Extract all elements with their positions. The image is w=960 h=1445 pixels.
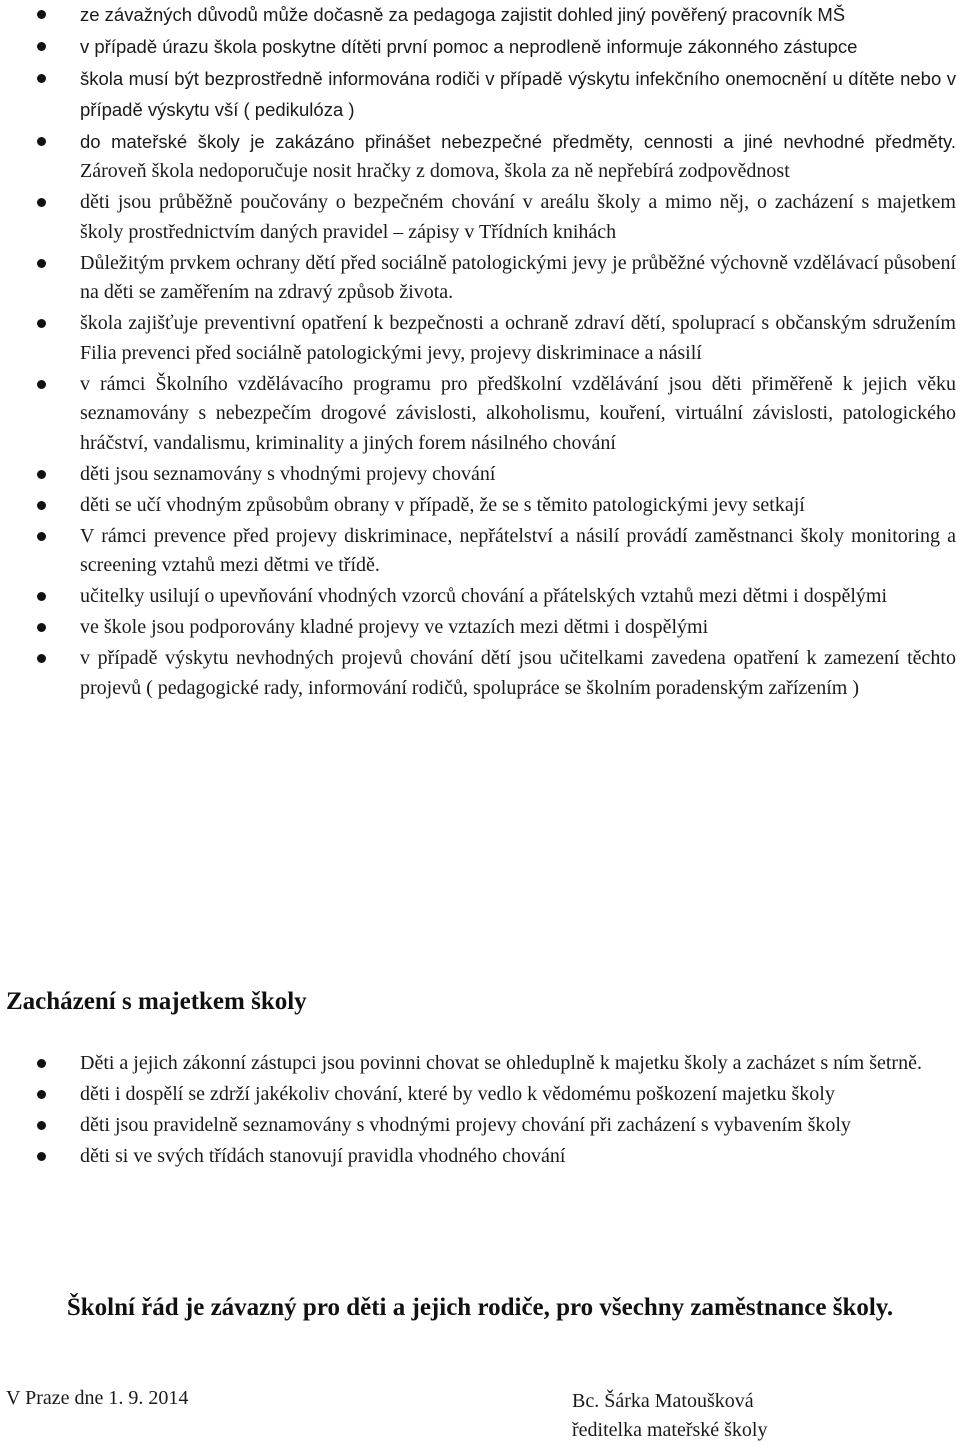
bullet-icon — [37, 319, 46, 328]
signature-name: Bc. Šárka Matoušková — [572, 1390, 754, 1412]
list-item: děti jsou pravidelně seznamovány s vhodnými projevy chování při zacházení s vybavením školy — [0, 1111, 960, 1141]
signature-title: ředitelka mateřské školy — [572, 1419, 768, 1441]
list-item: děti se učí vhodným způsobům obrany v případě, že se s těmito patologickými jevy setkají — [0, 491, 960, 521]
bullet-icon — [37, 74, 46, 83]
bullet-icon — [37, 1059, 46, 1068]
list-item: děti i dospělí se zdrží jakékoliv chování, které by vedlo k vědomému poškození majetku školy — [0, 1080, 960, 1110]
bullet-icon — [37, 198, 46, 207]
list-item: v případě úrazu škola poskytne dítěti první pomoc a neprodleně informuje zákonného zástupce — [0, 32, 960, 63]
bullet-icon — [37, 654, 46, 663]
section-heading: Zacházení s majetkem školy — [6, 988, 307, 1015]
bullet-icon — [37, 1121, 46, 1130]
list-item: ve škole jsou podporovány kladné projevy ve vztazích mezi dětmi i dospělými — [0, 613, 960, 643]
list-item: ze závažných důvodů může dočasně za pedagoga zajistit dohled jiný pověřený pracovník MŠ — [0, 0, 960, 31]
bullet-icon — [37, 259, 46, 268]
place-date: V Praze dne 1. 9. 2014 — [6, 1387, 189, 1409]
list-item: děti jsou seznamovány s vhodnými projevy chování — [0, 460, 960, 490]
list-item: Důležitým prvkem ochrany dětí před sociálně patologickými jevy je průběžné výchovně vzdělávací působení na děti se zaměřením na zdravý způsob života. — [0, 249, 960, 308]
list-item: učitelky usilují o upevňování vhodných vzorců chování a přátelských vztahů mezi dětmi i dospělými — [0, 582, 960, 612]
list-item: Děti a jejich zákonní zástupci jsou povinni chovat se ohleduplně k majetku školy a zacházet s ním šetrně. — [0, 1049, 960, 1079]
bullet-icon — [37, 532, 46, 541]
signature-block — [572, 1387, 768, 1445]
bullet-icon — [37, 1152, 46, 1161]
property-rules-list — [0, 1049, 960, 1173]
bullet-icon — [37, 137, 46, 146]
bullet-icon — [37, 380, 46, 389]
bullet-icon — [37, 501, 46, 510]
list-item: v případě výskytu nevhodných projevů chování dětí jsou učitelkami zavedena opatření k zamezení těchto projevů ( pedagogické rady, informování rodičů, spolupráce se školním poradenským zařízením ) — [0, 644, 960, 703]
bullet-icon — [37, 1090, 46, 1099]
list-item: škola musí být bezprostředně informována rodiči v případě výskytu infekčního onemocnění u dítěte nebo v případě výskytu vší ( pedikulóza ) — [0, 64, 960, 125]
list-item: v rámci Školního vzdělávacího programu pro předškolní vzdělávání jsou děti přiměřeně k jejich věku seznamovány s nebezpečím drogové závislosti, alkoholismu, kouření, virtuální závislosti, patologického hráčství, vandalismu, kriminality a jiných forem násilného chování — [0, 370, 960, 459]
list-item: škola zajišťuje preventivní opatření k bezpečnosti a ochraně zdraví dětí, spoluprací s občanským sdružením Filia prevenci před sociálně patologickými jevy, projevy diskriminace a násilí — [0, 309, 960, 368]
list-item: děti si ve svých třídách stanovují pravidla vhodného chování — [0, 1142, 960, 1172]
list-item: do mateřské školy je zakázáno přinášet nebezpečné předměty, cennosti a jiné nevhodné předměty. Zároveň škola nedoporučuje nosit hračky z domova, škola za ně nepřebírá zodpovědnost — [0, 127, 960, 187]
list-item: děti jsou průběžně poučovány o bezpečném chování v areálu školy a mimo něj, o zacházení s majetkem školy prostřednictvím daných pravidel – zápisy v Třídních knihách — [0, 188, 960, 247]
bullet-icon — [37, 42, 46, 51]
closing-statement: Školní řád je závazný pro děti a jejich rodiče, pro všechny zaměstnance školy. — [66, 1294, 894, 1321]
bullet-icon — [37, 10, 46, 19]
list-item: V rámci prevence před projevy diskriminace, nepřátelství a násilí provádí zaměstnanci školy monitoring a screening vztahů mezi dětmi ve třídě. — [0, 522, 960, 581]
bullet-icon — [37, 592, 46, 601]
bullet-icon — [37, 623, 46, 632]
safety-rules-list — [0, 0, 960, 705]
list-item-continuation: Zároveň škola nedoporučuje nosit hračky z domova, škola za ně nepřebírá zodpovědnost — [80, 160, 790, 182]
bullet-icon — [37, 470, 46, 479]
